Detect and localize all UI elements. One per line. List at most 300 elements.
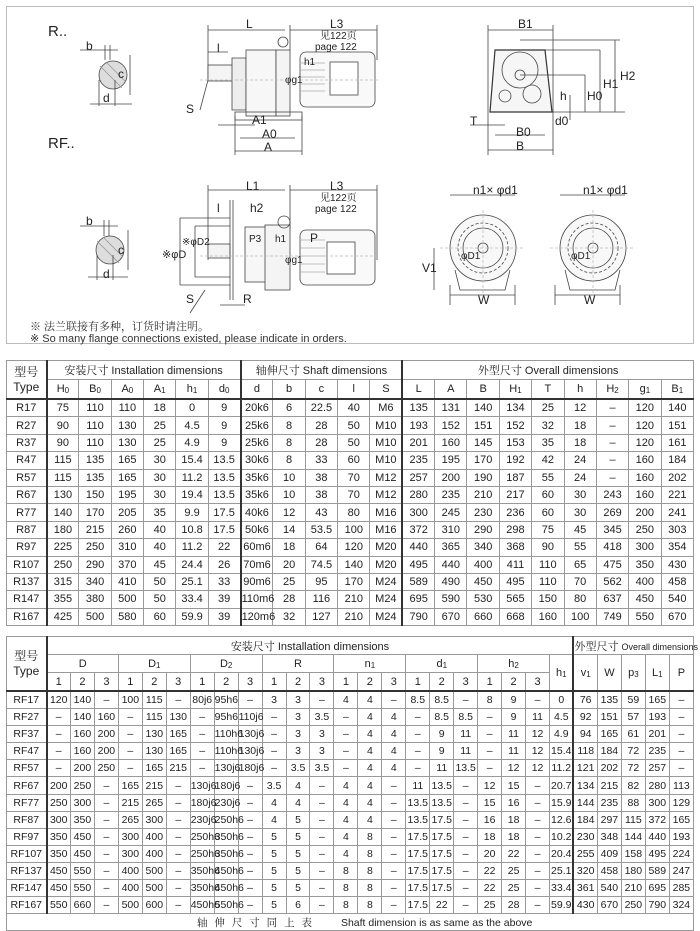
- table-row: [7, 726, 694, 743]
- dim-h: h: [560, 89, 567, 103]
- value-cell: 250h6: [214, 811, 238, 828]
- value-cell: 65: [564, 556, 596, 573]
- t2-type-header-en: Type: [13, 663, 40, 678]
- value-cell: 25: [273, 573, 305, 590]
- dim-b-r: b: [86, 39, 93, 53]
- value-cell: 25k6: [241, 434, 273, 451]
- value-cell: 195: [435, 452, 467, 469]
- t2-single-col-header: [645, 655, 669, 692]
- t2-subgroup-header-symbol: D: [148, 657, 157, 670]
- t1-col-header-symbol: g: [639, 383, 646, 395]
- value-cell: 151: [597, 709, 621, 726]
- value-cell: 5: [286, 811, 310, 828]
- value-cell: –: [166, 880, 190, 897]
- value-cell: 348: [597, 828, 621, 845]
- value-cell: 202: [597, 760, 621, 777]
- t1-col-header-subscript: 1: [517, 386, 522, 395]
- dim-S-r: S: [186, 102, 195, 116]
- t2-index-header: 1: [334, 673, 358, 692]
- t1-col-header-subscript: 0: [96, 386, 101, 395]
- t1-group-header-row: [7, 361, 694, 380]
- value-cell: 195: [111, 486, 143, 503]
- value-cell: –: [406, 760, 430, 777]
- value-cell: 8: [334, 897, 358, 914]
- value-cell: 500: [142, 862, 166, 879]
- value-cell: 225: [47, 539, 79, 556]
- value-cell: 22: [478, 862, 502, 879]
- value-cell: 72: [621, 760, 645, 777]
- value-cell: –: [454, 691, 478, 709]
- t1-col-header-subscript: 2: [614, 386, 619, 395]
- t2-type-header: [7, 637, 47, 692]
- value-cell: 368: [499, 539, 531, 556]
- value-cell: –: [596, 417, 628, 434]
- value-cell: 30: [564, 486, 596, 503]
- value-cell: –: [238, 691, 262, 709]
- value-cell: 400: [629, 573, 661, 590]
- t1-col-header-symbol: H: [606, 383, 615, 395]
- t2-subgroup-header-symbol: d: [436, 657, 443, 670]
- value-cell: 324: [669, 897, 693, 914]
- value-cell: 430: [573, 897, 597, 914]
- value-cell: 637: [596, 591, 628, 608]
- value-cell: 550h6: [214, 897, 238, 914]
- value-cell: –: [310, 691, 334, 709]
- t1-col-header: [661, 380, 693, 400]
- table-row: [7, 452, 694, 469]
- value-cell: –: [238, 897, 262, 914]
- value-cell: 355: [47, 591, 79, 608]
- type-cell: RF87: [7, 811, 47, 828]
- value-cell: 600: [142, 897, 166, 914]
- value-cell: 450: [47, 862, 71, 879]
- value-cell: –: [526, 691, 550, 709]
- value-cell: 40: [338, 399, 370, 417]
- value-cell: 4.5: [550, 709, 574, 726]
- value-cell: 4: [358, 691, 382, 709]
- value-cell: 4: [382, 726, 406, 743]
- value-cell: –: [478, 743, 502, 760]
- value-cell: 110m6: [241, 591, 273, 608]
- value-cell: 184: [573, 811, 597, 828]
- value-cell: 11: [430, 760, 454, 777]
- value-cell: 350: [629, 556, 661, 573]
- value-cell: 35: [532, 434, 564, 451]
- value-cell: 70m6: [241, 556, 273, 573]
- t2-index-header: 2: [430, 673, 454, 692]
- value-cell: –: [478, 726, 502, 743]
- value-cell: 250: [70, 777, 94, 794]
- see-page-cn-r: 见122页: [320, 31, 357, 42]
- table-row: [7, 469, 694, 486]
- type-cell: R47: [7, 452, 47, 469]
- value-cell: –: [310, 794, 334, 811]
- type-cell: R17: [7, 399, 47, 417]
- value-cell: 241: [661, 504, 693, 521]
- value-cell: 215: [597, 777, 621, 794]
- value-cell: 4.9: [550, 726, 574, 743]
- value-cell: 15.9: [550, 794, 574, 811]
- value-cell: 11.2: [176, 539, 208, 556]
- dim-b-rf: b: [86, 214, 93, 228]
- value-cell: 110: [79, 434, 111, 451]
- table-row: [7, 434, 694, 451]
- value-cell: 4: [334, 777, 358, 794]
- value-cell: 372: [645, 811, 669, 828]
- value-cell: 121: [573, 760, 597, 777]
- value-cell: 210: [621, 880, 645, 897]
- value-cell: 8: [358, 897, 382, 914]
- value-cell: 300: [118, 828, 142, 845]
- t2-subgroup-header-subscript: 1: [156, 660, 161, 670]
- value-cell: 28: [502, 897, 526, 914]
- t1-type-header-en: Type: [13, 379, 40, 394]
- value-cell: 120: [629, 434, 661, 451]
- value-cell: –: [94, 862, 118, 879]
- value-cell: 221: [661, 486, 693, 503]
- value-cell: 4: [334, 845, 358, 862]
- value-cell: 540: [661, 591, 693, 608]
- value-cell: 50: [144, 573, 176, 590]
- value-cell: –: [310, 828, 334, 845]
- value-cell: 409: [597, 845, 621, 862]
- value-cell: 255: [573, 845, 597, 862]
- value-cell: –: [454, 794, 478, 811]
- type-cell: RF137: [7, 862, 47, 879]
- value-cell: 13.5: [430, 777, 454, 794]
- value-cell: 224: [669, 845, 693, 862]
- dim-A: A: [264, 140, 273, 154]
- value-cell: 135: [402, 399, 434, 417]
- value-cell: 26: [208, 556, 240, 573]
- value-cell: 210: [338, 591, 370, 608]
- value-cell: 18: [502, 828, 526, 845]
- value-cell: –: [238, 794, 262, 811]
- value-cell: 372: [402, 521, 434, 538]
- value-cell: 45: [144, 556, 176, 573]
- dim-P: P: [310, 231, 319, 245]
- value-cell: 400: [467, 556, 499, 573]
- value-cell: 12: [526, 743, 550, 760]
- table-row: [7, 743, 694, 760]
- value-cell: 59.9: [550, 897, 574, 914]
- value-cell: 144: [621, 828, 645, 845]
- value-cell: 134: [499, 399, 531, 417]
- value-cell: 300: [629, 539, 661, 556]
- value-cell: –: [382, 897, 406, 914]
- value-cell: 3: [262, 691, 286, 709]
- value-cell: M10: [370, 452, 402, 469]
- value-cell: M10: [370, 434, 402, 451]
- value-cell: 35k6: [241, 469, 273, 486]
- see-page-en-rf: page 122: [315, 204, 357, 215]
- value-cell: M16: [370, 504, 402, 521]
- t1-col-header: S: [370, 380, 402, 400]
- table-row: [7, 486, 694, 503]
- value-cell: 20k6: [241, 399, 273, 417]
- value-cell: –: [669, 691, 693, 709]
- value-cell: –: [382, 862, 406, 879]
- value-cell: –: [166, 811, 190, 828]
- t2-index-header: 2: [142, 673, 166, 692]
- value-cell: 13.5: [406, 794, 430, 811]
- value-cell: 0: [550, 691, 574, 709]
- t2-body: [7, 691, 694, 914]
- value-cell: –: [310, 897, 334, 914]
- value-cell: 4: [358, 726, 382, 743]
- dim-d-r: d: [103, 91, 110, 105]
- value-cell: 165: [111, 452, 143, 469]
- value-cell: 790: [645, 897, 669, 914]
- value-cell: 15.4: [550, 743, 574, 760]
- t1-col-header-symbol: B: [671, 383, 679, 395]
- value-cell: –: [310, 777, 334, 794]
- value-cell: –: [334, 743, 358, 760]
- value-cell: 580: [111, 608, 143, 625]
- value-cell: M12: [370, 469, 402, 486]
- r-series-label: R..: [48, 23, 68, 40]
- value-cell: 110h6: [214, 743, 238, 760]
- t1-col-header: b: [273, 380, 305, 400]
- value-cell: 92: [573, 709, 597, 726]
- value-cell: 297: [597, 811, 621, 828]
- value-cell: –: [166, 897, 190, 914]
- t2-index-header: 3: [238, 673, 262, 692]
- dim-L: L: [246, 17, 253, 31]
- value-cell: 50: [144, 591, 176, 608]
- value-cell: –: [238, 845, 262, 862]
- t2-subgroup-header: [118, 655, 190, 673]
- t2-subgroup-header-subscript: 1: [370, 660, 376, 670]
- value-cell: 200: [70, 760, 94, 777]
- value-cell: 4: [358, 743, 382, 760]
- value-cell: 247: [669, 862, 693, 879]
- value-cell: 230: [573, 828, 597, 845]
- value-cell: –: [454, 845, 478, 862]
- t2-subgroup-header-symbol: n: [364, 657, 371, 670]
- value-cell: 165: [166, 743, 190, 760]
- value-cell: 165: [142, 760, 166, 777]
- value-cell: –: [334, 726, 358, 743]
- value-cell: 28: [305, 434, 337, 451]
- t2-index-header: 2: [70, 673, 94, 692]
- value-cell: –: [238, 811, 262, 828]
- value-cell: 550: [70, 862, 94, 879]
- value-cell: 500: [142, 880, 166, 897]
- value-cell: 90m6: [241, 573, 273, 590]
- value-cell: 12.6: [550, 811, 574, 828]
- value-cell: 165: [645, 691, 669, 709]
- value-cell: 13.5: [208, 486, 240, 503]
- value-cell: 440: [435, 556, 467, 573]
- value-cell: 205: [111, 504, 143, 521]
- value-cell: 165: [118, 777, 142, 794]
- value-cell: 4: [262, 811, 286, 828]
- value-cell: 33.4: [176, 591, 208, 608]
- value-cell: 20: [273, 556, 305, 573]
- value-cell: 110: [532, 556, 564, 573]
- value-cell: 350: [70, 811, 94, 828]
- value-cell: 300: [402, 504, 434, 521]
- value-cell: M6: [370, 399, 402, 417]
- value-cell: –: [382, 691, 406, 709]
- value-cell: 8: [273, 452, 305, 469]
- t2-single-col-header: [573, 655, 597, 692]
- value-cell: 250h6: [190, 828, 214, 845]
- value-cell: 280: [645, 777, 669, 794]
- value-cell: 60: [532, 486, 564, 503]
- value-cell: 18: [564, 434, 596, 451]
- value-cell: –: [166, 794, 190, 811]
- value-cell: 180j6: [214, 777, 238, 794]
- t1-group-overall: 外型尺寸 Overall dimensions: [402, 361, 693, 380]
- value-cell: 50k6: [241, 521, 273, 538]
- t2-group-overall-cn: 外型尺寸: [574, 640, 619, 653]
- t2-index-header: 3: [310, 673, 334, 692]
- value-cell: 670: [597, 897, 621, 914]
- value-cell: 260: [111, 521, 143, 538]
- t1-type-header-cn: 型号: [14, 365, 39, 380]
- value-cell: 410: [111, 573, 143, 590]
- value-cell: 110h6: [214, 726, 238, 743]
- value-cell: 201: [402, 434, 434, 451]
- value-cell: 12: [526, 726, 550, 743]
- dim-H0: H0: [587, 89, 603, 103]
- value-cell: 4: [358, 760, 382, 777]
- value-cell: 562: [596, 573, 628, 590]
- value-cell: –: [166, 845, 190, 862]
- value-cell: 265: [142, 794, 166, 811]
- value-cell: 350h6: [190, 880, 214, 897]
- value-cell: 50: [338, 434, 370, 451]
- type-cell: R77: [7, 504, 47, 521]
- value-cell: 180j6: [190, 794, 214, 811]
- value-cell: 418: [596, 539, 628, 556]
- value-cell: 9: [430, 726, 454, 743]
- t1-col-header: [629, 380, 661, 400]
- value-cell: 24: [564, 469, 596, 486]
- table-row: [7, 845, 694, 862]
- value-cell: 200: [47, 777, 71, 794]
- type-cell: R27: [7, 417, 47, 434]
- value-cell: 95: [305, 573, 337, 590]
- value-cell: 365: [435, 539, 467, 556]
- value-cell: 45: [564, 521, 596, 538]
- value-cell: 9: [430, 743, 454, 760]
- type-cell: RF97: [7, 828, 47, 845]
- t2-index-header: 3: [526, 673, 550, 692]
- t2-single-col-header: [550, 655, 574, 692]
- value-cell: 135: [79, 452, 111, 469]
- value-cell: 670: [435, 608, 467, 625]
- value-cell: 3: [286, 743, 310, 760]
- value-cell: 22: [502, 845, 526, 862]
- value-cell: 411: [499, 556, 531, 573]
- value-cell: 75: [532, 521, 564, 538]
- value-cell: –: [454, 897, 478, 914]
- t1-col-header: [79, 380, 111, 400]
- table-row: [7, 691, 694, 709]
- value-cell: 115: [142, 691, 166, 709]
- value-cell: 250: [79, 539, 111, 556]
- value-cell: 12: [478, 777, 502, 794]
- table-row: [7, 399, 694, 417]
- value-cell: 315: [47, 573, 79, 590]
- value-cell: 24: [564, 452, 596, 469]
- value-cell: 475: [596, 556, 628, 573]
- value-cell: 495: [499, 573, 531, 590]
- value-cell: –: [166, 691, 190, 709]
- value-cell: 235: [645, 743, 669, 760]
- t1-col-header: [47, 380, 79, 400]
- value-cell: 61: [621, 726, 645, 743]
- value-cell: 3.5: [262, 777, 286, 794]
- value-cell: 33.4: [550, 880, 574, 897]
- value-cell: 5: [262, 845, 286, 862]
- value-cell: 30k6: [241, 452, 273, 469]
- value-cell: 10.2: [550, 828, 574, 845]
- t2-footer-en: Shaft dimension is as same as the above: [340, 916, 533, 929]
- value-cell: 134: [573, 777, 597, 794]
- t1-col-header: [208, 380, 240, 400]
- see-page-en-r: page 122: [315, 42, 357, 53]
- t2-subgroup-header: D: [47, 655, 119, 673]
- value-cell: 425: [47, 608, 79, 625]
- value-cell: 3.5: [310, 760, 334, 777]
- value-cell: 17.5: [430, 845, 454, 862]
- value-cell: 217: [499, 486, 531, 503]
- value-cell: 0: [176, 399, 208, 417]
- value-cell: –: [190, 743, 214, 760]
- t2-subgroup-header-symbol: h: [508, 657, 515, 670]
- dim-A1: A1: [252, 113, 267, 127]
- type-cell: R57: [7, 469, 47, 486]
- value-cell: 130j6: [238, 743, 262, 760]
- type-cell: R147: [7, 591, 47, 608]
- value-cell: 290: [467, 521, 499, 538]
- value-cell: 8: [358, 845, 382, 862]
- value-cell: 25: [502, 880, 526, 897]
- value-cell: 8.5: [406, 691, 430, 709]
- value-cell: 100: [118, 691, 142, 709]
- value-cell: 11: [502, 726, 526, 743]
- value-cell: 33: [305, 452, 337, 469]
- value-cell: M24: [370, 591, 402, 608]
- value-cell: 660: [467, 608, 499, 625]
- value-cell: –: [190, 726, 214, 743]
- value-cell: 110j6: [238, 709, 262, 726]
- t2-single-col-header: [621, 655, 645, 692]
- value-cell: 60m6: [241, 539, 273, 556]
- value-cell: 5: [286, 880, 310, 897]
- t2-subgroup-header: [190, 655, 262, 673]
- value-cell: –: [238, 828, 262, 845]
- value-cell: 144: [573, 794, 597, 811]
- value-cell: 70: [338, 469, 370, 486]
- table-row: [7, 521, 694, 538]
- value-cell: 70: [564, 573, 596, 590]
- value-cell: 550: [47, 897, 71, 914]
- dim-W-right: W: [584, 293, 596, 307]
- t2-single-col-header-symbol: p: [628, 666, 635, 679]
- value-cell: 400: [118, 862, 142, 879]
- value-cell: 440: [645, 828, 669, 845]
- value-cell: 120: [629, 417, 661, 434]
- value-cell: 30: [144, 452, 176, 469]
- value-cell: –: [47, 760, 71, 777]
- t2-footer-cn: 轴 伸 尺 寸 同 上 表: [197, 916, 315, 929]
- value-cell: 15.4: [176, 452, 208, 469]
